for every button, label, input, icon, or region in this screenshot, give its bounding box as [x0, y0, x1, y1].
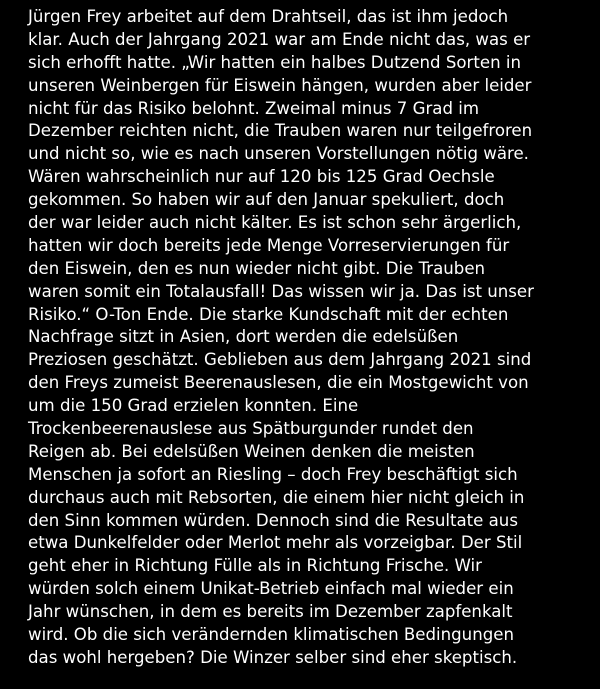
text-line: den Freys zumeist Beerenauslesen, die ein Mostgewicht von — [28, 373, 529, 393]
text-line: geht eher in Richtung Fülle als in Richtung Frische. Wir — [28, 556, 482, 576]
text-line: der war leider auch nicht kälter. Es ist schon sehr ärgerlich, — [28, 213, 522, 233]
text-line: Preziosen geschätzt. Geblieben aus dem Jahrgang 2021 sind — [28, 350, 532, 370]
text-line: Menschen ja sofort an Riesling – doch Frey beschäftigt sich — [28, 464, 518, 484]
text-line: Reigen ab. Bei edelsüßen Weinen denken die meisten — [28, 441, 475, 461]
text-line: das wohl hergeben? Die Winzer selber sind eher skeptisch. — [28, 647, 518, 667]
text-line: Risiko.“ O-Ton Ende. Die starke Kundschaft mit der echten — [28, 304, 509, 324]
text-line: nicht für das Risiko belohnt. Zweimal minus 7 Grad im — [28, 98, 480, 118]
text-line: wird. Ob die sich verändernden klimatischen Bedingungen — [28, 625, 514, 645]
text-line: Dezember reichten nicht, die Trauben waren nur teilgefroren — [28, 121, 533, 141]
text-line: den Sinn kommen würden. Dennoch sind die Resultate aus — [28, 510, 518, 530]
text-line: und nicht so, wie es nach unseren Vorstellungen nötig wäre. — [28, 144, 529, 164]
text-line: hatten wir doch bereits jede Menge Vorreservierungen für — [28, 235, 510, 255]
text-line: durchaus auch mit Rebsorten, die einem hier nicht gleich in — [28, 487, 525, 507]
text-line: um die 150 Grad erzielen konnten. Eine — [28, 396, 359, 416]
text-line: waren somit ein Totalausfall! Das wissen wir ja. Das ist unser — [28, 281, 534, 301]
text-line: sich erhofft hatte. „Wir hatten ein halbes Dutzend Sorten in — [28, 52, 521, 72]
text-line: Wären wahrscheinlich nur auf 120 bis 125 Grad Oechsle — [28, 167, 495, 187]
text-line: den Eiswein, den es nun wieder nicht gibt. Die Trauben — [28, 258, 486, 278]
text-line: Nachfrage sitzt in Asien, dort werden die edelsüßen — [28, 327, 459, 347]
text-line: Jürgen Frey arbeitet auf dem Drahtseil, das ist ihm jedoch — [28, 7, 509, 26]
text-line: Trockenbeerenauslese aus Spätburgunder rundet den — [28, 419, 474, 439]
text-line: Jahr wünschen, in dem es bereits im Dezember zapfenkalt — [28, 602, 513, 622]
text-line: unseren Weinbergen für Eiswein hängen, wurden aber leider — [28, 75, 532, 95]
text-line: etwa Dunkelfelder oder Merlot mehr als vorzeigbar. Der Stil — [28, 533, 523, 553]
text-line: gekommen. So haben wir auf den Januar spekuliert, doch — [28, 190, 505, 210]
text-line: klar. Auch der Jahrgang 2021 war am Ende nicht das, was er — [28, 29, 531, 49]
text-line: würden solch einem Unikat-Betrieb einfach mal wieder ein — [28, 579, 514, 599]
